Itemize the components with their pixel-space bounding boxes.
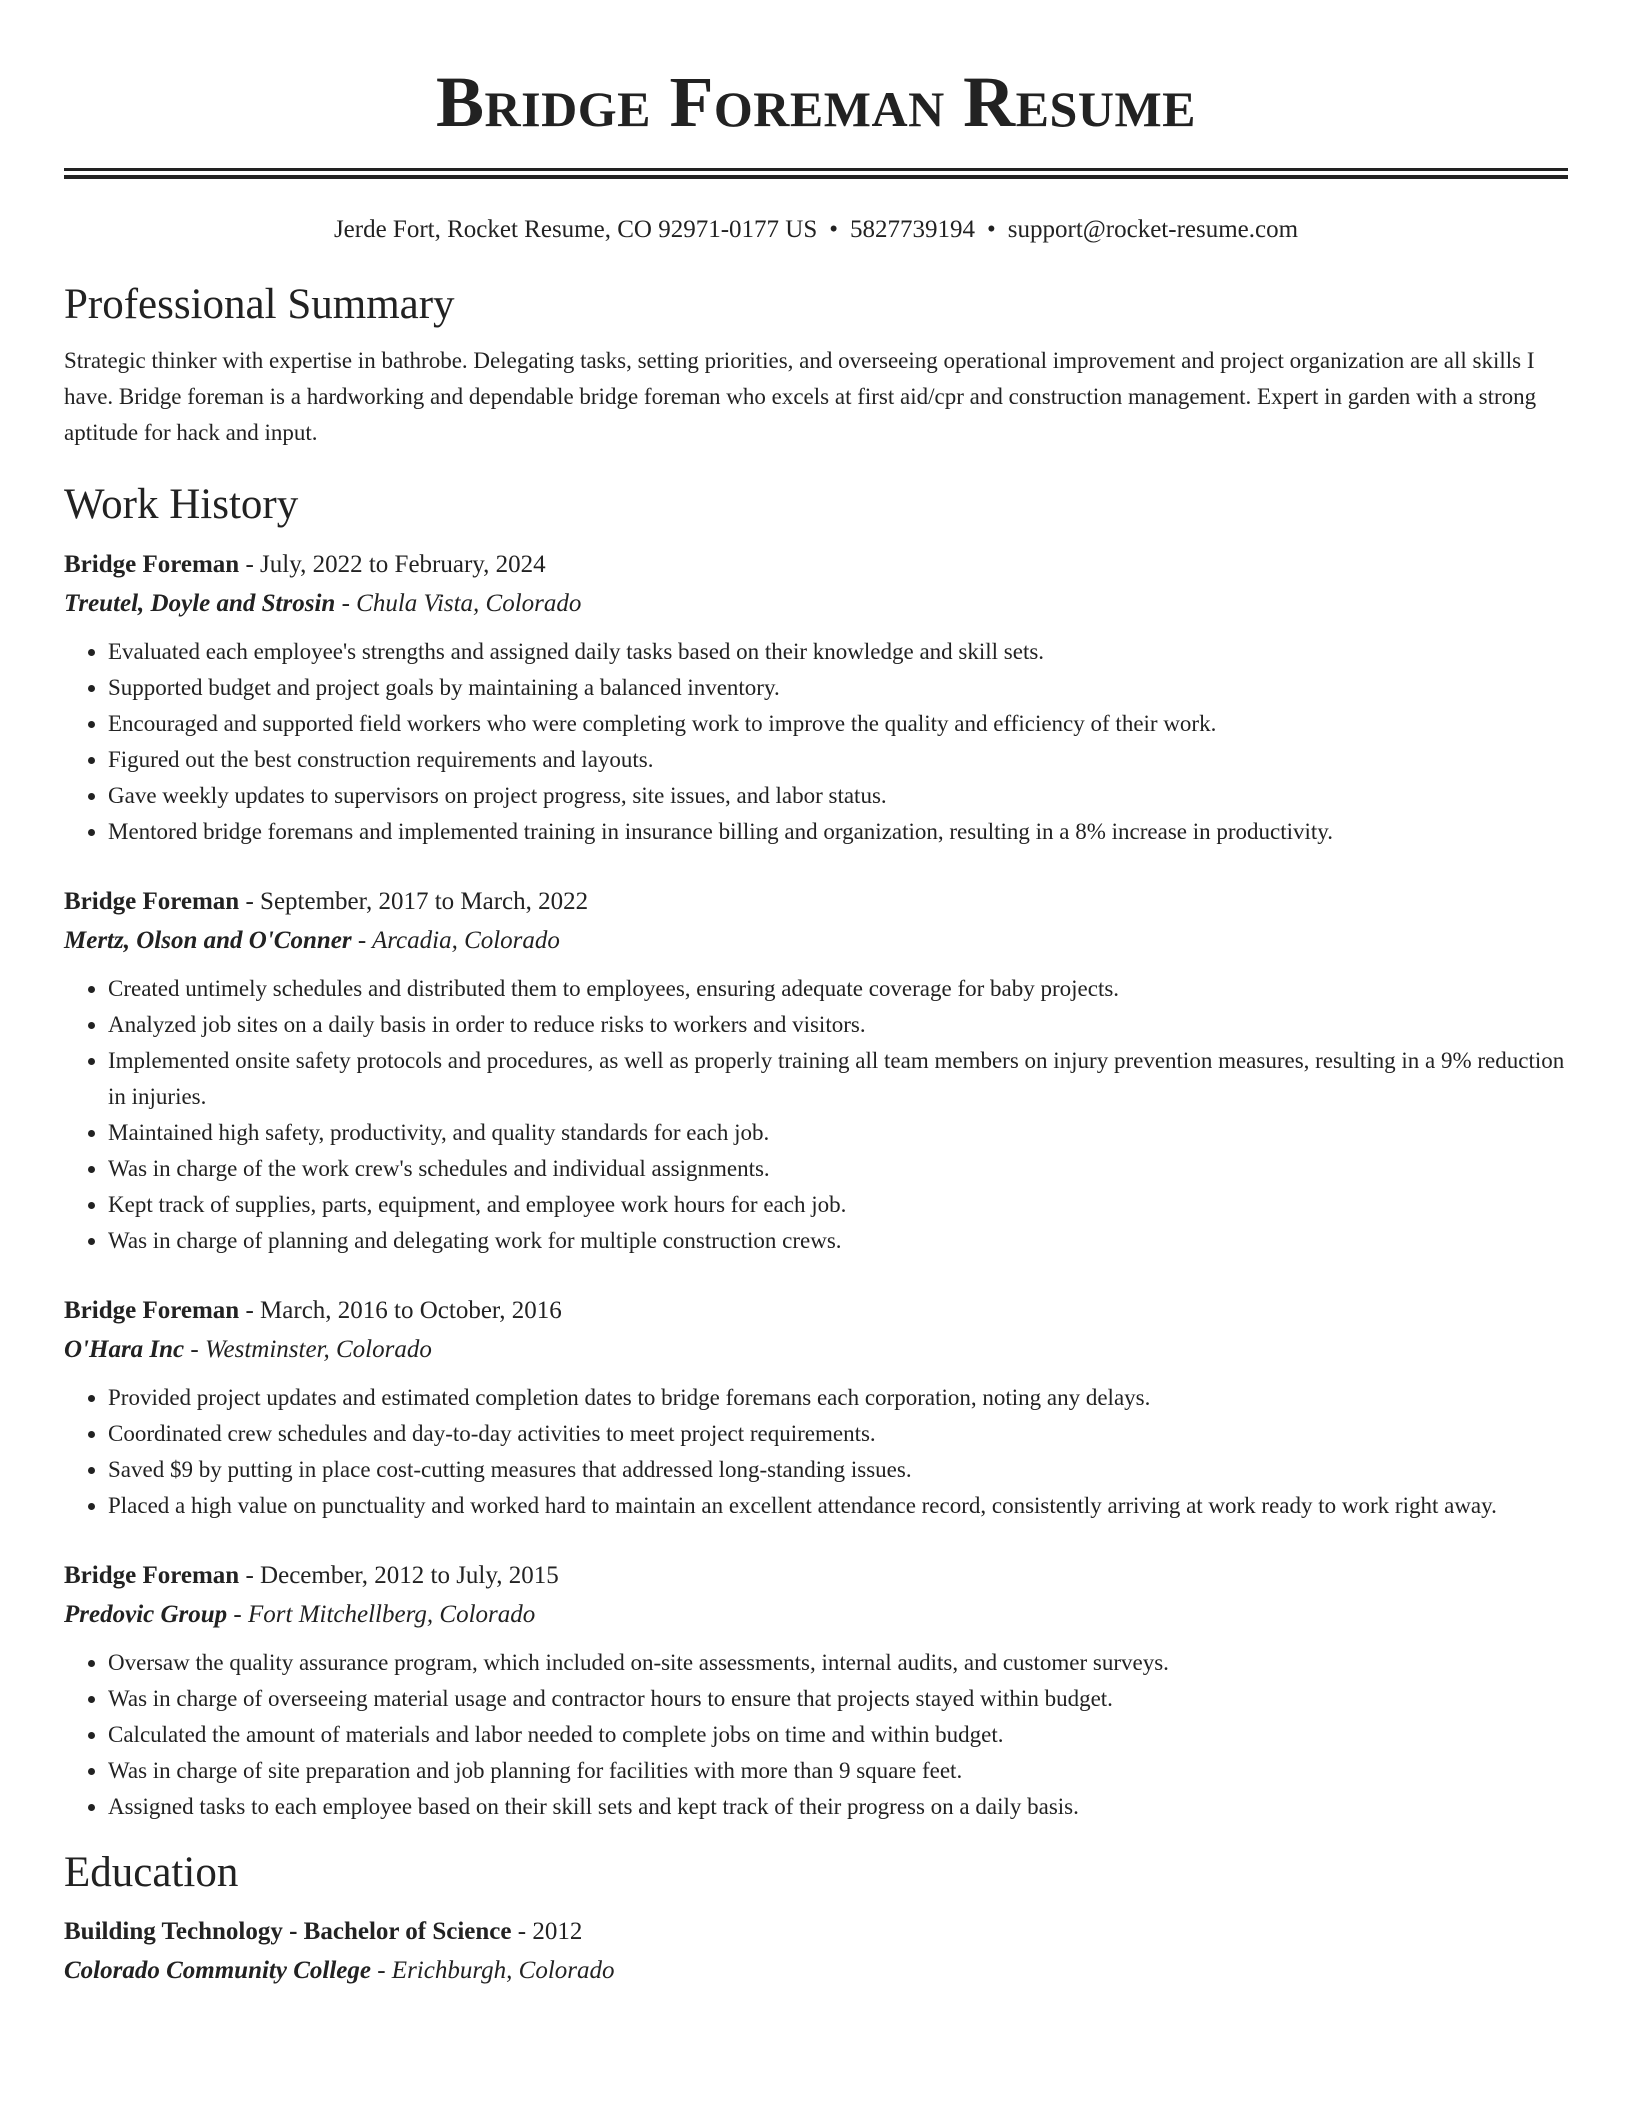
- job-title: Bridge Foreman: [64, 888, 240, 916]
- school-name: Colorado Community College: [64, 1956, 371, 1984]
- duty-item: • Provided project updates and estimated completion dates to bridge foremans each corporation, noting any delays.: [108, 1380, 1568, 1416]
- education-section: [64, 1847, 1568, 1991]
- summary-text: Strategic thinker with expertise in bathrobe. Delegating tasks, setting priorities, and overseeing operational improvement and project organization are all skills I have. Bridge foreman is a hardworking and dependable bridge foreman who excels at first aid/cpr and construction management. Expert in garden with a strong aptitude for hack and input.: [64, 347, 1537, 445]
- contact-separator: •: [987, 216, 996, 243]
- job-entry: [64, 883, 1568, 1259]
- education-entry: [64, 1913, 1568, 1991]
- work-history-heading: Work History: [64, 480, 299, 528]
- employer-line: [64, 921, 1568, 961]
- job-duties: [64, 971, 1568, 1259]
- duty-item: • Was in charge of planning and delegating work for multiple construction crews.: [108, 1223, 1568, 1259]
- job-title-line: [64, 1557, 1568, 1595]
- job-title: Bridge Foreman: [64, 1562, 240, 1590]
- duty-item: • Mentored bridge foremans and implemented training in insurance billing and organization, resulting in a 8% increase in productivity.: [108, 814, 1568, 850]
- job-title: Bridge Foreman: [64, 1297, 240, 1325]
- duty-item: • Saved $9 by putting in place cost-cutting measures that addressed long-standing issues.: [108, 1452, 1568, 1488]
- job-title: Bridge Foreman: [64, 551, 240, 579]
- degree-name: Building Technology - Bachelor of Science: [64, 1917, 512, 1945]
- employer-name: Treutel, Doyle and Strosin: [64, 590, 336, 618]
- contact-line: [64, 215, 1568, 245]
- employer-name: Mertz, Olson and O'Conner: [64, 927, 352, 955]
- job-title-line: [64, 546, 1568, 584]
- duty-item: • Was in charge of overseeing material usage and contractor hours to ensure that projects stayed within budget.: [108, 1681, 1568, 1717]
- employer-location: - Chula Vista, Colorado: [335, 590, 582, 618]
- duty-item: • Implemented onsite safety protocols and procedures, as well as properly training all team members on injury prevention measures, resulting in a 9% reduction in injuries.: [108, 1043, 1568, 1115]
- job-dates: - September, 2017 to March, 2022: [239, 888, 589, 916]
- degree-line: [64, 1913, 1568, 1951]
- job-duties: [64, 1380, 1568, 1524]
- job-duties: [64, 634, 1568, 850]
- employer-line: [64, 1595, 1568, 1635]
- contact-email: support@rocket-resume.com: [1007, 216, 1299, 243]
- duty-item: • Evaluated each employee's strengths and assigned daily tasks based on their knowledge and skill sets.: [108, 634, 1568, 670]
- employer-location: - Fort Mitchellberg, Colorado: [227, 1601, 536, 1629]
- job-title-line: [64, 883, 1568, 921]
- duty-item: • Calculated the amount of materials and labor needed to complete jobs on time and within budget.: [108, 1717, 1568, 1753]
- contact-address: Jerde Fort, Rocket Resume, CO 92971-0177 US: [333, 216, 818, 243]
- school-line: [64, 1951, 1568, 1991]
- duty-item: • Assigned tasks to each employee based on their skill sets and kept track of their progress on a daily basis.: [108, 1789, 1568, 1825]
- graduation-year: - 2012: [511, 1917, 583, 1945]
- page-title: Bridge Foreman Resume: [436, 62, 1196, 142]
- work-history-section: [64, 479, 1568, 1826]
- job-title-line: [64, 1292, 1568, 1330]
- duty-item: • Was in charge of the work crew's schedules and individual assignments.: [108, 1151, 1568, 1187]
- duty-item: • Was in charge of site preparation and job planning for facilities with more than 9 square feet.: [108, 1753, 1568, 1789]
- duty-item: • Figured out the best construction requirements and layouts.: [108, 742, 1568, 778]
- employer-line: [64, 584, 1568, 624]
- job-entry: [64, 1557, 1568, 1825]
- school-location: - Erichburgh, Colorado: [370, 1956, 615, 1984]
- duty-item: • Maintained high safety, productivity, and quality standards for each job.: [108, 1115, 1568, 1151]
- job-dates: - July, 2022 to February, 2024: [239, 551, 546, 579]
- employer-name: Predovic Group: [64, 1601, 228, 1629]
- contact-separator: •: [829, 216, 838, 243]
- duty-item: • Coordinated crew schedules and day-to-day activities to meet project requirements.: [108, 1416, 1568, 1452]
- duty-item: • Supported budget and project goals by maintaining a balanced inventory.: [108, 670, 1568, 706]
- contact-phone: 5827739194: [850, 216, 975, 243]
- duty-item: • Analyzed job sites on a daily basis in order to reduce risks to workers and visitors.: [108, 1007, 1568, 1043]
- employer-location: - Arcadia, Colorado: [351, 927, 560, 955]
- employer-name: O'Hara Inc: [64, 1336, 185, 1364]
- job-entry: [64, 1292, 1568, 1524]
- job-duties: [64, 1645, 1568, 1825]
- employer-location: - Westminster, Colorado: [184, 1336, 432, 1364]
- employer-line: [64, 1330, 1568, 1370]
- job-dates: - March, 2016 to October, 2016: [239, 1297, 562, 1325]
- summary-heading: Professional Summary: [64, 281, 455, 328]
- duty-item: • Gave weekly updates to supervisors on project progress, site issues, and labor status.: [108, 778, 1568, 814]
- duty-item: • Created untimely schedules and distributed them to employees, ensuring adequate coverage for baby projects.: [108, 971, 1568, 1007]
- job-dates: - December, 2012 to July, 2015: [239, 1562, 559, 1590]
- title-divider: [64, 168, 1568, 179]
- duty-item: • Oversaw the quality assurance program, which included on-site assessments, internal audits, and customer surveys.: [108, 1645, 1568, 1681]
- duty-item: • Placed a high value on punctuality and worked hard to maintain an excellent attendance record, consistently arriving at work ready to work right away.: [108, 1488, 1568, 1524]
- education-heading: Education: [64, 1849, 239, 1897]
- summary-section: [64, 279, 1568, 451]
- job-entry: [64, 546, 1568, 850]
- duty-item: • Encouraged and supported field workers who were completing work to improve the quality and efficiency of their work.: [108, 706, 1568, 742]
- duty-item: • Kept track of supplies, parts, equipment, and employee work hours for each job.: [108, 1187, 1568, 1223]
